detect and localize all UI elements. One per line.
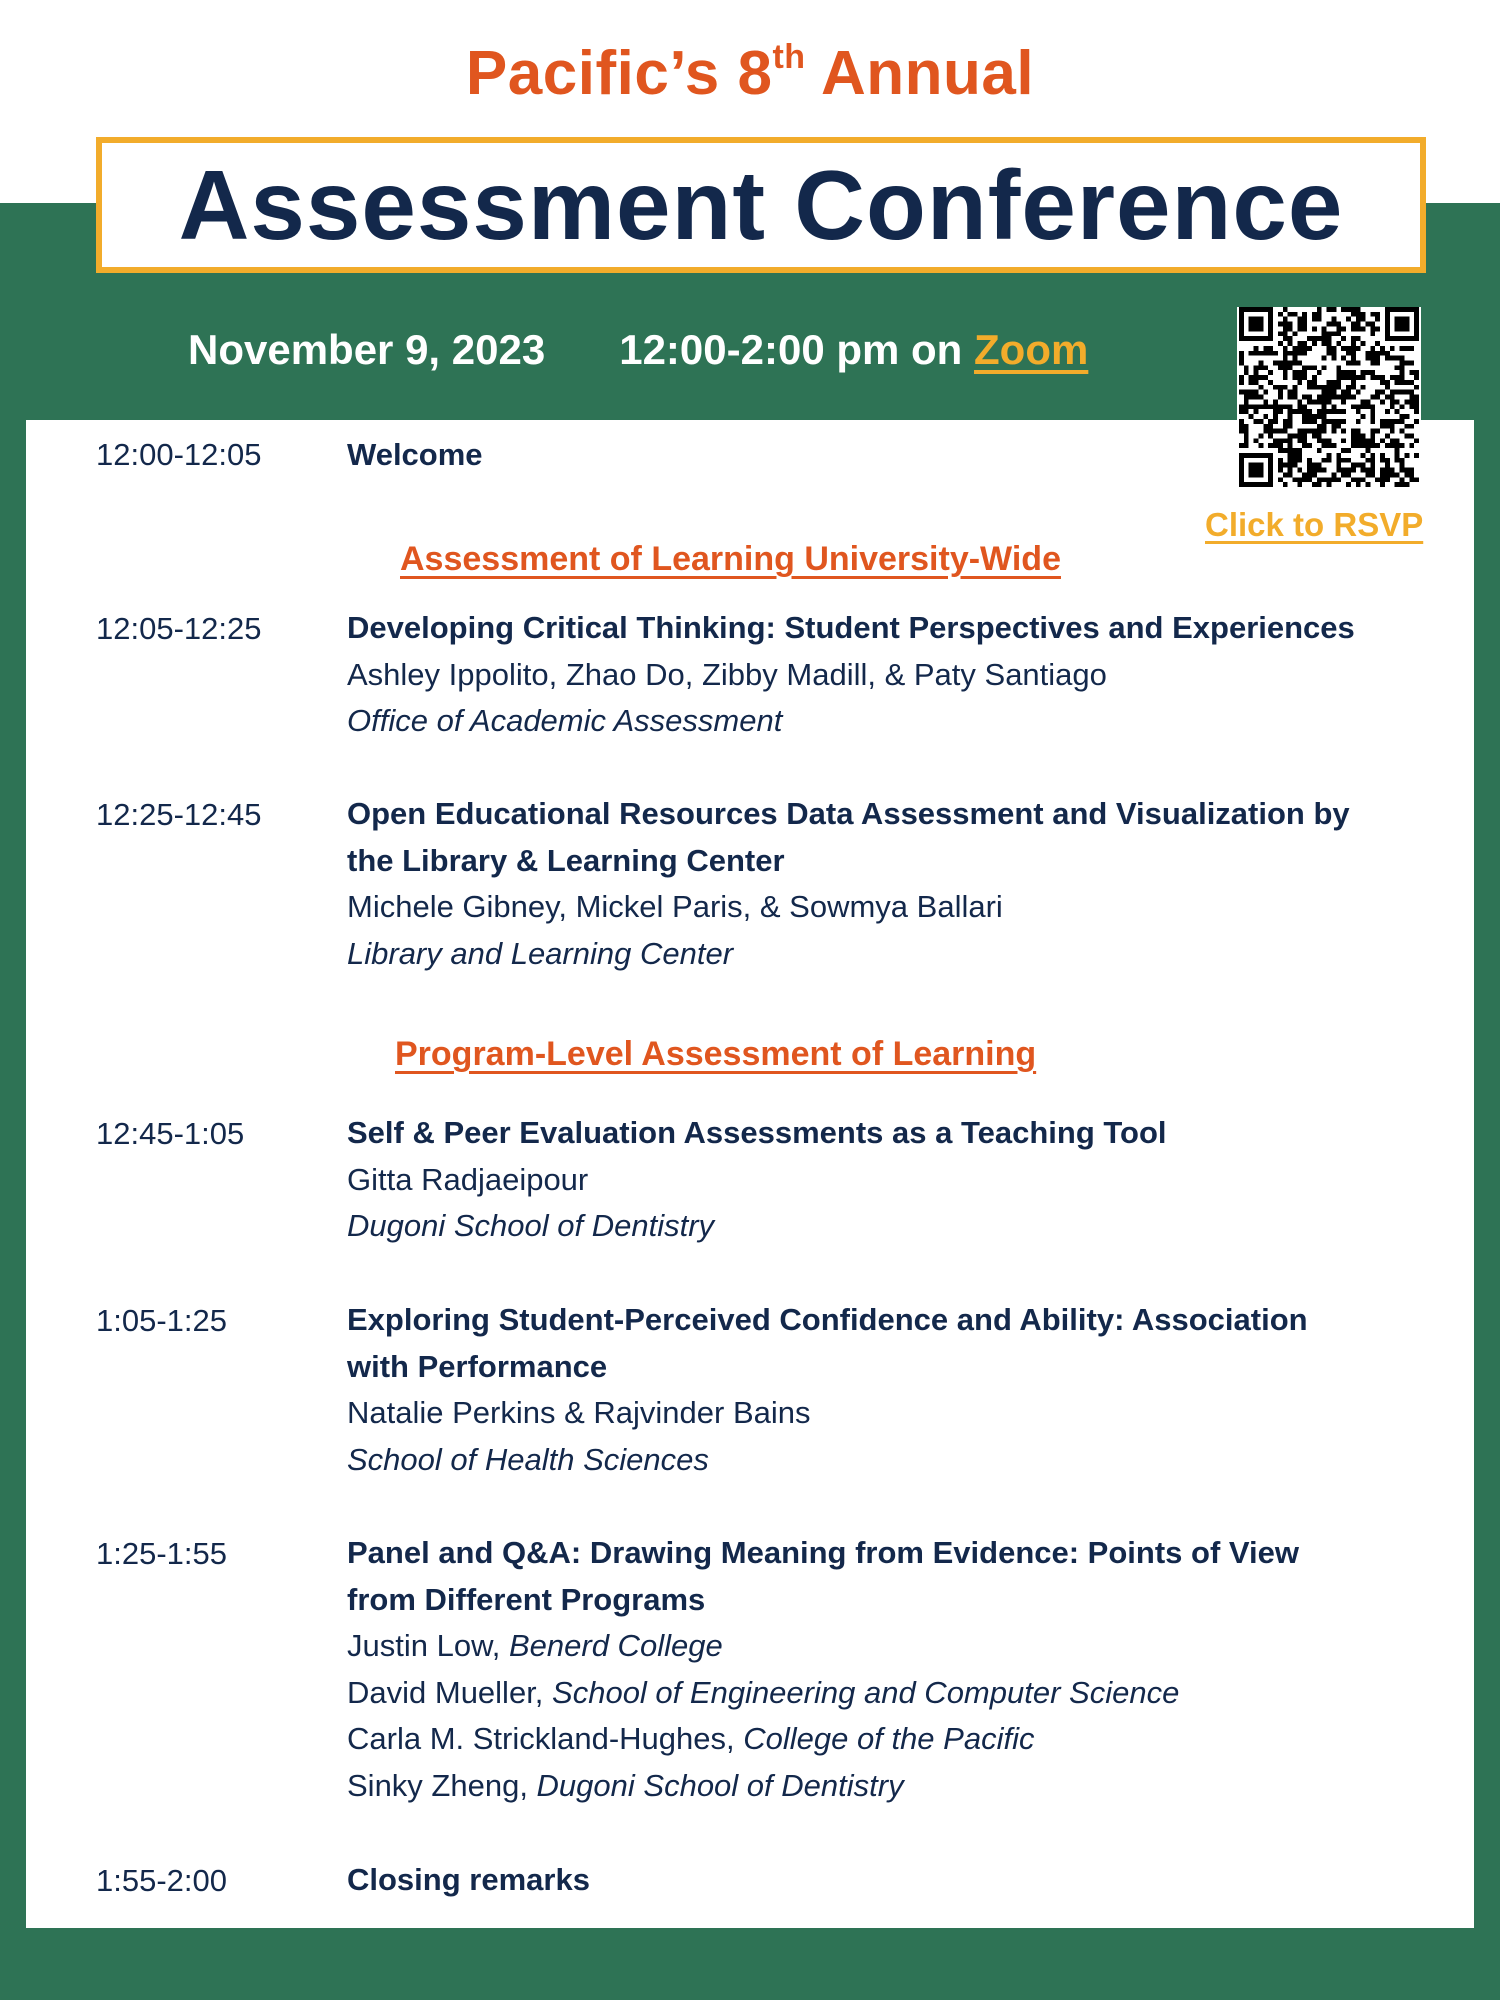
page-title: Assessment Conference bbox=[178, 149, 1344, 260]
session-unit: Office of Academic Assessment bbox=[347, 703, 783, 738]
session-title: Self & Peer Evaluation Assessments as a Teaching Tool bbox=[347, 1115, 1167, 1150]
session-unit: Dugoni School of Dentistry bbox=[347, 1208, 715, 1243]
rsvp-link[interactable]: Click to RSVP bbox=[1205, 506, 1424, 543]
session-title-line-1: Panel and Q&A: Drawing Meaning from Evidence: Points of View bbox=[347, 1535, 1299, 1570]
entry-session-1 bbox=[347, 605, 1447, 745]
session-title-line-2: from Different Programs bbox=[347, 1581, 706, 1617]
entry-welcome bbox=[347, 432, 1447, 479]
session-title-line-1: Exploring Student-Perceived Confidence and Ability: Association bbox=[347, 1302, 1308, 1337]
session-title-line-2: the Library & Learning Center bbox=[347, 842, 785, 878]
session-presenters: Natalie Perkins & Rajvinder Bains bbox=[347, 1395, 811, 1430]
session-title: Developing Critical Thinking: Student Perspectives and Experiences bbox=[347, 610, 1355, 645]
entry-session-4 bbox=[347, 1297, 1447, 1483]
session-title-line-2: with Performance bbox=[347, 1348, 608, 1384]
time-closing: 1:55-2:00 bbox=[96, 1863, 227, 1898]
session-presenters: Gitta Radjaeipour bbox=[347, 1161, 589, 1197]
zoom-link[interactable]: Zoom bbox=[974, 326, 1089, 373]
session-presenters: Michele Gibney, Mickel Paris, & Sowmya Ballari bbox=[347, 889, 1003, 924]
panelist: David Mueller, School of Engineering and Computer Science bbox=[347, 1674, 1180, 1710]
entry-closing bbox=[347, 1857, 1447, 1904]
time-session-4: 1:05-1:25 bbox=[96, 1303, 227, 1338]
event-date: November 9, 2023 bbox=[188, 326, 546, 373]
time-welcome: 12:00-12:05 bbox=[96, 437, 262, 472]
pre-title: Pacific’s 8th Annual bbox=[465, 38, 1035, 108]
session-presenters: Ashley Ippolito, Zhao Do, Zibby Madill, & Paty Santiago bbox=[347, 656, 1107, 692]
entry-session-2 bbox=[347, 791, 1447, 977]
title-box bbox=[96, 137, 1426, 273]
session-unit: Library and Learning Center bbox=[347, 935, 734, 971]
time-session-2: 12:25-12:45 bbox=[96, 797, 262, 832]
panelist: Carla M. Strickland-Hughes, College of the Pacific bbox=[347, 1721, 1035, 1756]
panelist: Sinky Zheng, Dugoni School of Dentistry bbox=[347, 1767, 904, 1803]
time-session-3: 12:45-1:05 bbox=[96, 1116, 245, 1151]
event-time: 12:00-2:00 pm on bbox=[619, 326, 975, 373]
time-session-1: 12:05-12:25 bbox=[96, 611, 262, 646]
time-session-5: 1:25-1:55 bbox=[96, 1536, 227, 1571]
panelist: Justin Low, Benerd College bbox=[347, 1628, 723, 1663]
date-time-line bbox=[188, 326, 1088, 374]
session-title-line-1: Open Educational Resources Data Assessment and Visualization by bbox=[347, 796, 1350, 831]
section-heading-university-wide: Assessment of Learning University-Wide bbox=[400, 540, 1061, 578]
entry-session-5 bbox=[347, 1530, 1447, 1809]
session-title: Closing remarks bbox=[347, 1862, 590, 1897]
session-title: Welcome bbox=[347, 437, 483, 472]
session-unit: School of Health Sciences bbox=[347, 1441, 709, 1477]
section-heading-program-level: Program-Level Assessment of Learning bbox=[395, 1035, 1037, 1073]
entry-session-3 bbox=[347, 1110, 1447, 1250]
